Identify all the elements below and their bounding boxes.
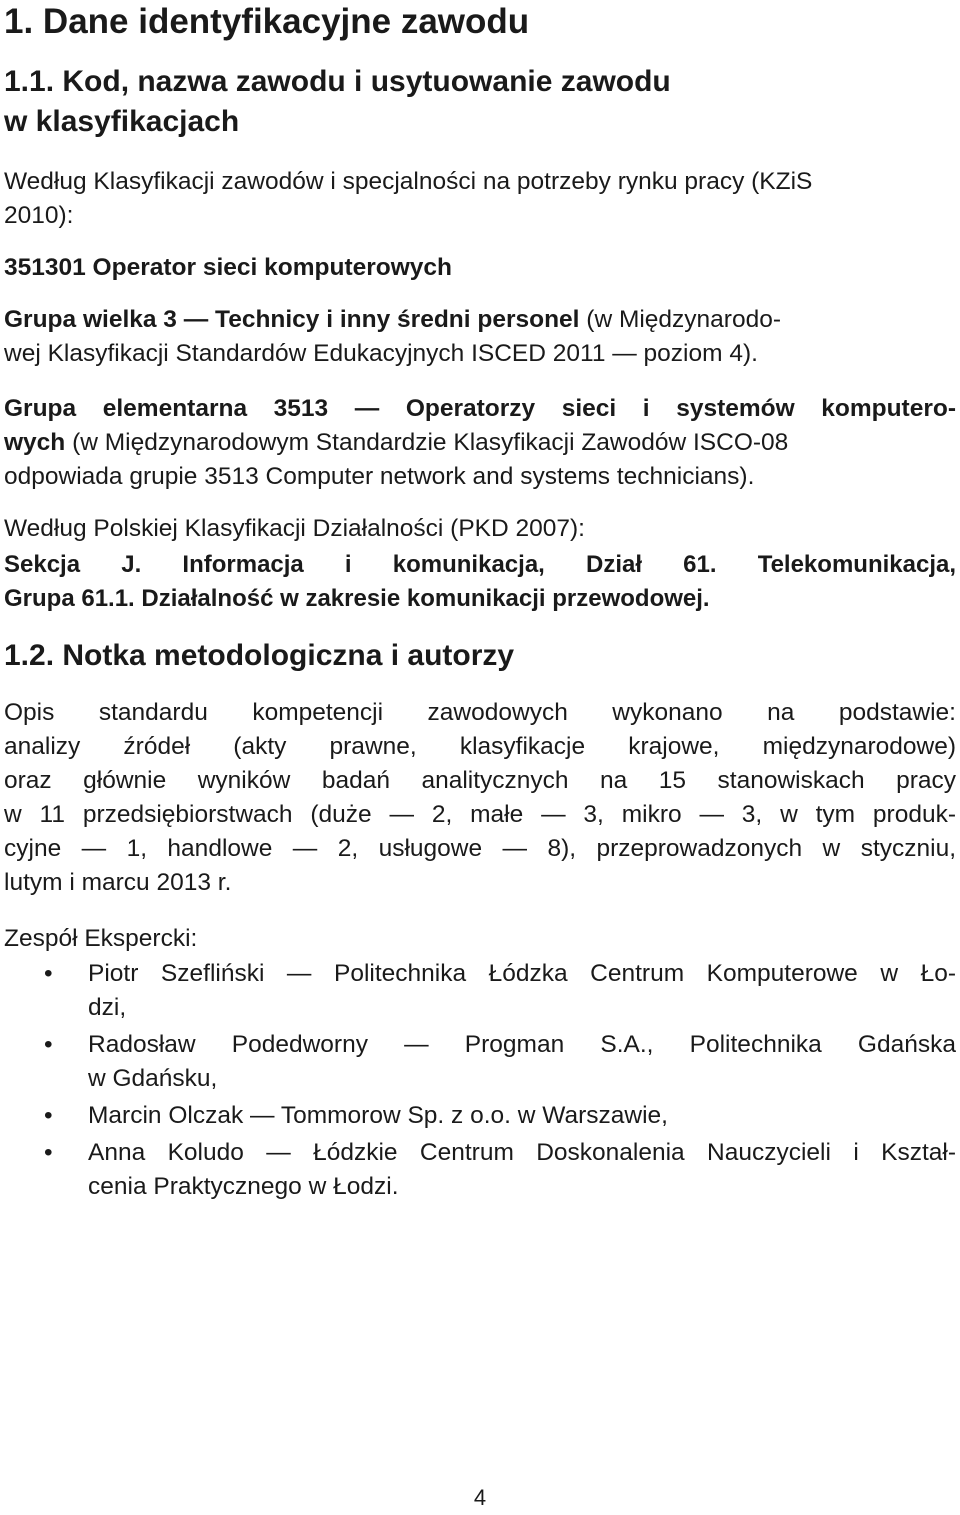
unit-group-bold-line2: wych: [4, 429, 66, 456]
expert-line2: cenia Praktycznego w Łodzi.: [88, 1173, 399, 1200]
expert-line1: Anna Koludo — Łódzkie Centrum Doskonalenia Nauczycieli i Kształ-: [88, 1139, 956, 1166]
methodology-line: cyjne — 1, handlowe — 2, usługowe — 8), przeprowadzonych w styczniu,: [4, 835, 956, 862]
bullet-icon: •: [44, 960, 53, 987]
kzis-intro-line2: 2010):: [4, 202, 74, 229]
major-group: [4, 303, 956, 371]
occupation-code-name: [4, 251, 956, 285]
expert-line1: Piotr Szefliński — Politechnika Łódzka Centrum Komputerowe w Ło-: [88, 960, 956, 987]
expert-line1: Marcin Olczak — Tommorow Sp. z o.o. w Warszawie,: [88, 1102, 668, 1129]
methodology-line: Opis standardu kompetencji zawodowych wykonano na podstawie:: [4, 699, 956, 726]
kzis-intro-line1: Według Klasyfikacji zawodów i specjalności na potrzeby rynku pracy (KZiS: [4, 168, 813, 195]
unit-group-bold-line1: Grupa elementarna 3513 — Operatorzy sieci i systemów komputero-: [4, 395, 956, 422]
bullet-icon: •: [44, 1139, 53, 1166]
subsection-1-1-title: [4, 62, 671, 142]
methodology-line: lutym i marcu 2013 r.: [4, 869, 232, 896]
expert-list-item: [4, 1028, 956, 1096]
page-number: 4: [473, 1485, 487, 1510]
subsection-1-2-title: 1.2. Notka metodologiczna i autorzy: [4, 639, 515, 672]
pkd-line2: Grupa 61.1. Działalność w zakresie komunikacji przewodowej.: [4, 585, 710, 612]
expert-list-item: [4, 1136, 956, 1204]
kzis-intro: [4, 165, 956, 233]
unit-group-rest: (w Międzynarodowym Standardzie Klasyfikacji Zawodów ISCO-08: [65, 429, 789, 456]
pkd-intro-text: Według Polskiej Klasyfikacji Działalności (PKD 2007):: [4, 515, 585, 542]
bullet-icon: •: [44, 1031, 53, 1058]
bullet-icon: •: [44, 1102, 53, 1129]
methodology-paragraph: [4, 696, 956, 900]
pkd-intro: [4, 512, 956, 546]
subsection-1-1-title-line1: 1.1. Kod, nazwa zawodu i usytuowanie zawodu: [4, 65, 671, 98]
section-title: 1. Dane identyfikacyjne zawodu: [4, 2, 530, 41]
subsection-1-1-title-line2: w klasyfikacjach: [4, 105, 240, 138]
pkd-line1: Sekcja J. Informacja i komunikacja, Dział 61. Telekomunikacja,: [4, 551, 956, 578]
major-group-rest: (w Międzynarodo-: [579, 306, 781, 333]
expert-line1: Radosław Podedworny — Progman S.A., Politechnika Gdańska: [88, 1031, 956, 1058]
expert-line2: dzi,: [88, 994, 127, 1021]
expert-list-item: [4, 957, 956, 1025]
unit-group-line3: odpowiada grupie 3513 Computer network and systems technicians).: [4, 463, 755, 490]
methodology-line: w 11 przedsiębiorstwach (duże — 2, małe — 3, mikro — 3, w tym produk-: [4, 801, 956, 828]
experts-heading: Zespół Ekspercki:: [4, 925, 198, 952]
experts-list: [4, 957, 956, 1207]
unit-group: [4, 392, 956, 494]
methodology-line: analizy źródeł (akty prawne, klasyfikacje krajowe, międzynarodowe): [4, 733, 956, 760]
methodology-line: oraz głównie wyników badań analitycznych na 15 stanowiskach pracy: [4, 767, 956, 794]
pkd-classification: [4, 548, 956, 616]
major-group-bold: Grupa wielka 3 — Technicy i inny średni personel: [4, 306, 580, 333]
occupation-code-name-text: 351301 Operator sieci komputerowych: [4, 254, 452, 281]
expert-list-item: [4, 1099, 956, 1133]
expert-line2: w Gdańsku,: [88, 1065, 218, 1092]
major-group-line2: wej Klasyfikacji Standardów Edukacyjnych ISCED 2011 — poziom 4).: [4, 340, 758, 367]
